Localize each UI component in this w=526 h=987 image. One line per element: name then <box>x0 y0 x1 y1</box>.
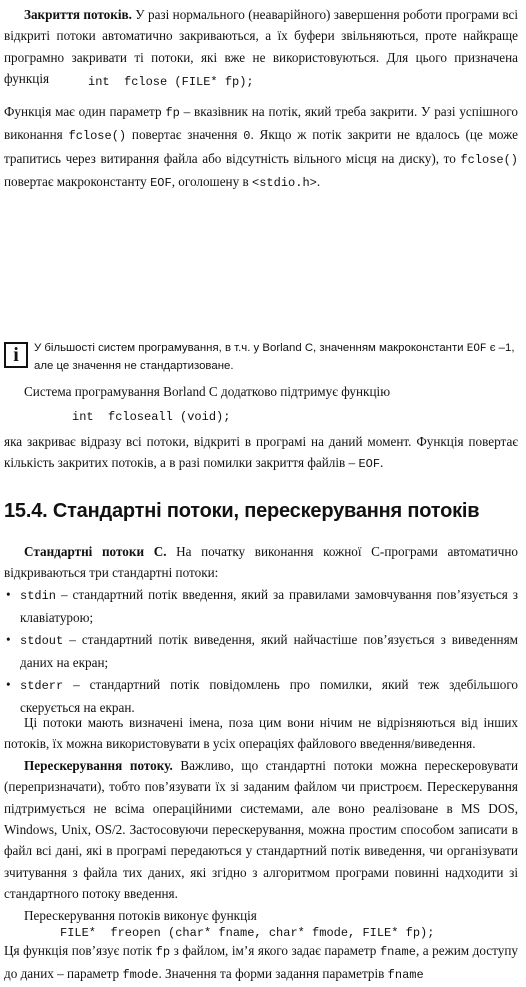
text-run: . Значення та форми задання параметрів <box>158 966 388 982</box>
text-run: Ця функція пов’язує потік <box>4 943 156 959</box>
closing-streams-text: У разі нормального (неаварійного) завершення роботи програми всі відкриті потоки автоматично закриваються, а їх буфери звільняються, проте найкраще програмно закривати ті потоки, які вже не використовуються. Для цього призначена функція <box>4 7 518 87</box>
code-fname: fname <box>379 945 416 960</box>
note-text: У більшості систем програмування, в т.ч. у Borland C, значенням макроконстанти <box>34 342 467 354</box>
text-run: . Якщо ж потік закрити не вдалось (це може трапитись через витирання файла або відсутність вільного місця на диску), то <box>4 127 518 166</box>
code-fmode: fmode <box>122 968 159 983</box>
code-stream-name: stdin <box>20 589 57 603</box>
code-eof: EOF <box>466 343 487 355</box>
standard-streams-paragraph <box>4 541 518 584</box>
code-stream-name: stdout <box>20 633 64 648</box>
text-run: з файлом, ім’я якого задає параметр <box>170 943 380 959</box>
standard-streams-list <box>4 584 518 718</box>
code-zero: 0 <box>243 129 251 144</box>
note-text: є –1, але це значення не стандартизоване. <box>34 342 515 372</box>
redirection-bold-lead: Перескерування потоку. <box>24 757 173 773</box>
redirection-paragraph <box>4 755 518 905</box>
text-run: , а режим доступу до даних – параметр <box>4 943 518 982</box>
text-run: На початку виконання кожної С-програми автоматично відкриваються три стандартні потоки: <box>4 544 518 581</box>
info-icon-glyph: i <box>6 344 26 366</box>
bullet-icon: • <box>6 631 11 647</box>
text-run: яка закриває відразу всі потоки, відкриті в програмі на даний момент. Функція повертає кількість закритих потоків, а в разі помилки закриття файлів – <box>4 434 518 471</box>
freopen-intro: Перескерування потоків виконує функція <box>24 907 257 923</box>
freopen-prototype: FILE* freopen (char* fname, char* fmode, FILE* fp); <box>60 926 435 941</box>
fclose-prototype: int fclose (FILE* fp); <box>88 75 254 89</box>
code-stdio-header: <stdio.h> <box>252 176 317 191</box>
info-icon <box>4 342 28 368</box>
list-item-text: – стандартний потік виведення, який найчастіше пов’язується з виведенням даних на екран; <box>20 631 518 671</box>
list-item-text: – стандартний потік повідомлень про помилки, який теж здебільшого скерується на екран. <box>20 676 518 716</box>
text-run: . <box>380 455 384 471</box>
text-run: . <box>316 174 321 190</box>
fclose-description-paragraph <box>4 101 518 195</box>
list-item <box>4 629 518 674</box>
bullet-icon: • <box>6 587 11 602</box>
closing-streams-paragraph <box>4 4 518 90</box>
code-eof: EOF <box>150 176 172 191</box>
streams-names-paragraph: Ці потоки мають визначені імена, поза цим вони нічим не відрізняються від інших потоків, їх можна використовувати в усіх операціях файлового введення/виведення. <box>4 715 518 752</box>
text-run: – вказівник на потік, який треба закрити. У разі успішного виконання <box>4 104 518 143</box>
continued-content <box>4 712 519 983</box>
text-run: , оголошену в <box>171 174 253 190</box>
fcloseall-prototype: int fcloseall (void); <box>72 410 231 424</box>
standard-streams-bold-lead: Стандартні потоки С. <box>24 544 167 559</box>
code-fclose: fclose() <box>460 152 518 167</box>
code-fclose: fclose() <box>68 129 127 144</box>
text-run: повертає значення <box>126 127 244 143</box>
fcloseall-description-paragraph <box>4 431 518 476</box>
code-fname: fname <box>387 968 424 983</box>
text-run: Важливо, що стандартні потоки можна перескеровувати (перепризначати), тобто пов’язувати їх зі заданим файлом чи пристроєм. Перескерування підтримується не всіма операційними системами, але воно реалізоване в MS DOS, Windows, Unix, OS/2. Застосовуючи перескерування, можна простим способом записати в файл всі дані, які в програмі передаються у стандартний потік виведення, чи організувати зчитування з файла тих даних, які згідно з алгоритмом програми повинні надходити зі стандартного потоку введення. <box>4 757 519 902</box>
freopen-description-paragraph <box>4 940 518 987</box>
list-item-text: – стандартний потік введення, який за правилами замовчування пов’язується з клавіатурою; <box>20 587 518 626</box>
code-stream-name: stderr <box>20 678 64 693</box>
code-eof: EOF <box>358 457 381 472</box>
borland-paragraph: Система програмування Borland C додатково підтримує функцію <box>24 384 391 399</box>
eof-note <box>34 340 522 375</box>
code-fp: fp <box>165 106 180 120</box>
closing-streams-bold-lead: Закриття потоків. <box>24 7 132 22</box>
section-heading: 15.4. Стандартні потоки, перескерування потоків <box>4 500 480 522</box>
text-run: повертає макроконстанту <box>4 174 151 190</box>
code-fp: fp <box>155 945 171 960</box>
list-item <box>4 584 518 629</box>
bullet-icon: • <box>6 676 11 692</box>
text-run: Функція має один параметр <box>4 104 166 119</box>
